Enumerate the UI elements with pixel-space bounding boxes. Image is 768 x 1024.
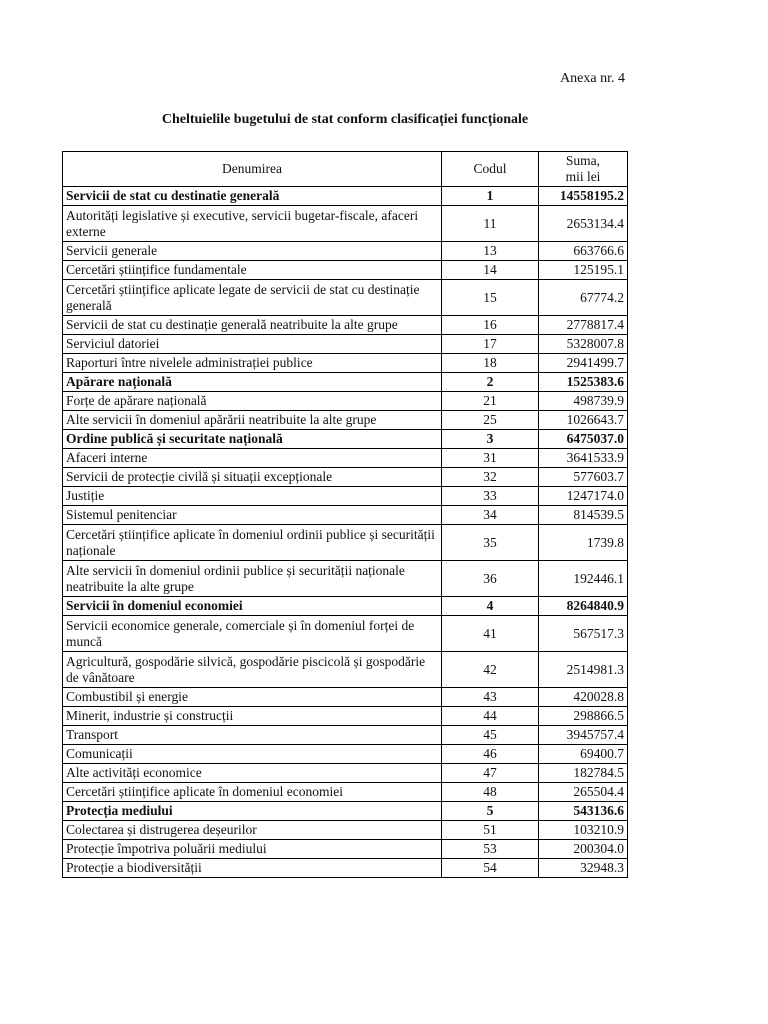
sum-cell: 32948.3 — [539, 859, 628, 878]
table-row — [63, 688, 628, 707]
name-cell: Justiție — [63, 487, 442, 506]
table-row — [63, 487, 628, 506]
sum-cell: 1247174.0 — [539, 487, 628, 506]
code-cell: 1 — [442, 187, 539, 206]
sum-cell: 67774.2 — [539, 280, 628, 316]
code-cell: 25 — [442, 411, 539, 430]
name-cell: Combustibil și energie — [63, 688, 442, 707]
sum-cell: 192446.1 — [539, 561, 628, 597]
sum-cell: 182784.5 — [539, 764, 628, 783]
code-cell: 48 — [442, 783, 539, 802]
name-cell: Servicii de protecție civilă și situații excepționale — [63, 468, 442, 487]
table-row — [63, 316, 628, 335]
table-group-row — [63, 373, 628, 392]
sum-cell: 663766.6 — [539, 242, 628, 261]
name-cell: Afaceri interne — [63, 449, 442, 468]
code-cell: 34 — [442, 506, 539, 525]
table-row — [63, 468, 628, 487]
name-cell: Cercetări științifice aplicate în domeniul economiei — [63, 783, 442, 802]
name-cell: Servicii de stat cu destinație generală neatribuite la alte grupe — [63, 316, 442, 335]
code-cell: 51 — [442, 821, 539, 840]
name-cell: Transport — [63, 726, 442, 745]
sum-cell: 3641533.9 — [539, 449, 628, 468]
table-row — [63, 206, 628, 242]
table-row — [63, 449, 628, 468]
code-cell: 21 — [442, 392, 539, 411]
code-cell: 14 — [442, 261, 539, 280]
table-row — [63, 561, 628, 597]
sum-cell: 298866.5 — [539, 707, 628, 726]
header-sum — [539, 152, 628, 187]
header-name: Denumirea — [63, 152, 442, 187]
sum-cell: 2514981.3 — [539, 652, 628, 688]
table-row — [63, 840, 628, 859]
code-cell: 15 — [442, 280, 539, 316]
name-cell: Alte servicii în domeniul apărării neatribuite la alte grupe — [63, 411, 442, 430]
code-cell: 3 — [442, 430, 539, 449]
code-cell: 45 — [442, 726, 539, 745]
header-code: Codul — [442, 152, 539, 187]
name-cell: Protecție împotriva poluării mediului — [63, 840, 442, 859]
code-cell: 35 — [442, 525, 539, 561]
code-cell: 11 — [442, 206, 539, 242]
sum-cell: 125195.1 — [539, 261, 628, 280]
table-row — [63, 616, 628, 652]
code-cell: 16 — [442, 316, 539, 335]
table-group-row — [63, 430, 628, 449]
code-cell: 44 — [442, 707, 539, 726]
name-cell: Cercetări științifice fundamentale — [63, 261, 442, 280]
sum-cell: 3945757.4 — [539, 726, 628, 745]
sum-cell: 1525383.6 — [539, 373, 628, 392]
code-cell: 43 — [442, 688, 539, 707]
sum-cell: 543136.6 — [539, 802, 628, 821]
code-cell: 31 — [442, 449, 539, 468]
code-cell: 13 — [442, 242, 539, 261]
code-cell: 54 — [442, 859, 539, 878]
name-cell: Cercetări științifice aplicate în domeniul ordinii publice și securității naționale — [63, 525, 442, 561]
page-title: Cheltuielile bugetului de stat conform clasificației funcționale — [161, 112, 529, 127]
name-cell: Alte servicii în domeniul ordinii publice și securității naționale neatribuite la alte grupe — [63, 561, 442, 597]
annex-number: Anexa nr. 4 — [560, 71, 625, 86]
table-row — [63, 745, 628, 764]
name-cell: Protecția mediului — [63, 802, 442, 821]
table-row — [63, 261, 628, 280]
code-cell: 33 — [442, 487, 539, 506]
table-row — [63, 525, 628, 561]
table-body — [63, 187, 628, 878]
table-row — [63, 783, 628, 802]
sum-cell: 1026643.7 — [539, 411, 628, 430]
name-cell: Autorități legislative și executive, servicii bugetar-fiscale, afaceri externe — [63, 206, 442, 242]
name-cell: Servicii în domeniul economiei — [63, 597, 442, 616]
sum-cell: 567517.3 — [539, 616, 628, 652]
table-row — [63, 764, 628, 783]
sum-cell: 2778817.4 — [539, 316, 628, 335]
name-cell: Alte activități economice — [63, 764, 442, 783]
code-cell: 47 — [442, 764, 539, 783]
table-group-row — [63, 802, 628, 821]
table-row — [63, 707, 628, 726]
sum-cell: 2941499.7 — [539, 354, 628, 373]
table-row — [63, 335, 628, 354]
table-row — [63, 280, 628, 316]
name-cell: Cercetări științifice aplicate legate de servicii de stat cu destinație generală — [63, 280, 442, 316]
name-cell: Colectarea și distrugerea deșeurilor — [63, 821, 442, 840]
code-cell: 4 — [442, 597, 539, 616]
table-row — [63, 506, 628, 525]
name-cell: Forțe de apărare națională — [63, 392, 442, 411]
table-header-row — [63, 152, 628, 187]
sum-cell: 498739.9 — [539, 392, 628, 411]
sum-cell: 265504.4 — [539, 783, 628, 802]
name-cell: Servicii generale — [63, 242, 442, 261]
code-cell: 46 — [442, 745, 539, 764]
code-cell: 36 — [442, 561, 539, 597]
code-cell: 17 — [442, 335, 539, 354]
table-row — [63, 392, 628, 411]
name-cell: Servicii de stat cu destinatie generală — [63, 187, 442, 206]
name-cell: Serviciul datoriei — [63, 335, 442, 354]
name-cell: Minerit, industrie și construcții — [63, 707, 442, 726]
name-cell: Sistemul penitenciar — [63, 506, 442, 525]
name-cell: Ordine publică și securitate națională — [63, 430, 442, 449]
name-cell: Agricultură, gospodărie silvică, gospodărie piscicolă și gospodărie de vânătoare — [63, 652, 442, 688]
sum-cell: 8264840.9 — [539, 597, 628, 616]
code-cell: 18 — [442, 354, 539, 373]
sum-cell: 69400.7 — [539, 745, 628, 764]
code-cell: 41 — [442, 616, 539, 652]
table-row — [63, 821, 628, 840]
header-sum-line2: mii lei — [565, 169, 601, 184]
table-row — [63, 652, 628, 688]
name-cell: Comunicații — [63, 745, 442, 764]
name-cell: Apărare națională — [63, 373, 442, 392]
sum-cell: 6475037.0 — [539, 430, 628, 449]
code-cell: 2 — [442, 373, 539, 392]
code-cell: 32 — [442, 468, 539, 487]
table-row — [63, 354, 628, 373]
code-cell: 53 — [442, 840, 539, 859]
table-group-row — [63, 597, 628, 616]
sum-cell: 2653134.4 — [539, 206, 628, 242]
sum-cell: 1739.8 — [539, 525, 628, 561]
table-row — [63, 859, 628, 878]
sum-cell: 14558195.2 — [539, 187, 628, 206]
table-row — [63, 411, 628, 430]
header-sum-line1: Suma, — [565, 153, 601, 168]
name-cell: Servicii economice generale, comerciale și în domeniul forței de muncă — [63, 616, 442, 652]
code-cell: 42 — [442, 652, 539, 688]
sum-cell: 200304.0 — [539, 840, 628, 859]
sum-cell: 814539.5 — [539, 506, 628, 525]
table-group-row — [63, 187, 628, 206]
budget-table — [62, 151, 628, 878]
code-cell: 5 — [442, 802, 539, 821]
sum-cell: 5328007.8 — [539, 335, 628, 354]
table-row — [63, 726, 628, 745]
sum-cell: 420028.8 — [539, 688, 628, 707]
name-cell: Protecție a biodiversității — [63, 859, 442, 878]
sum-cell: 577603.7 — [539, 468, 628, 487]
table-row — [63, 242, 628, 261]
name-cell: Raporturi între nivelele administrației publice — [63, 354, 442, 373]
sum-cell: 103210.9 — [539, 821, 628, 840]
